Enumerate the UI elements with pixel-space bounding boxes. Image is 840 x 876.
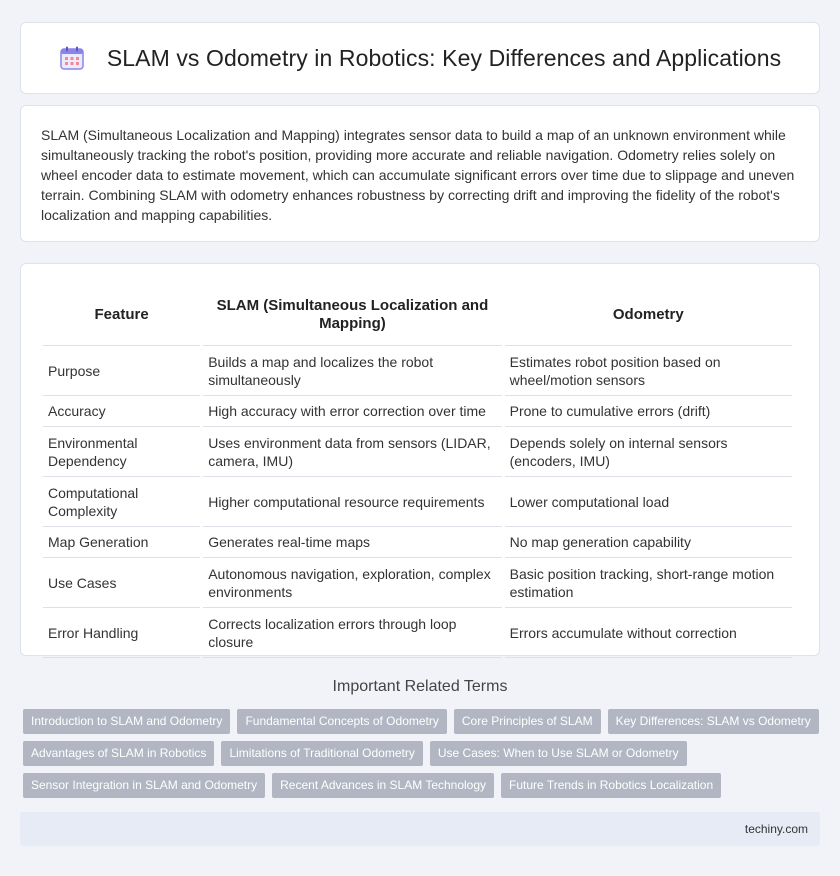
related-term-tag[interactable]: Advantages of SLAM in Robotics — [23, 741, 214, 766]
cell-feature: Purpose — [43, 346, 200, 396]
related-terms-heading: Important Related Terms — [332, 678, 508, 695]
related-term-tag[interactable]: Key Differences: SLAM vs Odometry — [608, 709, 819, 734]
table-row — [43, 608, 792, 658]
cell-odometry: Depends solely on internal sensors (encoders, IMU) — [505, 427, 792, 477]
related-term-tag[interactable]: Limitations of Traditional Odometry — [221, 741, 422, 766]
cell-slam: Corrects localization errors through loop closure — [203, 608, 501, 658]
cell-odometry: Estimates robot position based on wheel/motion sensors — [505, 346, 792, 396]
related-term-tag[interactable]: Fundamental Concepts of Odometry — [237, 709, 446, 734]
table-row — [43, 558, 792, 608]
cell-feature: Map Generation — [43, 527, 200, 558]
related-term-tag[interactable]: Core Principles of SLAM — [454, 709, 601, 734]
cell-slam: Uses environment data from sensors (LIDAR, camera, IMU) — [203, 427, 501, 477]
table-row — [43, 527, 792, 558]
cell-odometry: Basic position tracking, short-range motion estimation — [505, 558, 792, 608]
cell-odometry: No map generation capability — [505, 527, 792, 558]
table-row — [43, 396, 792, 427]
cell-slam: Generates real-time maps — [203, 527, 501, 558]
calendar-icon — [59, 45, 85, 71]
cell-feature: Accuracy — [43, 396, 200, 427]
table-header-row — [43, 284, 792, 346]
comparison-table-card — [20, 263, 820, 656]
related-term-tag[interactable]: Introduction to SLAM and Odometry — [23, 709, 230, 734]
cell-odometry: Errors accumulate without correction — [505, 608, 792, 658]
header-feature: Feature — [43, 284, 200, 346]
cell-feature: Environmental Dependency — [43, 427, 200, 477]
related-term-tag[interactable]: Future Trends in Robotics Localization — [501, 773, 721, 798]
cell-odometry: Lower computational load — [505, 477, 792, 527]
page-title: SLAM vs Odometry in Robotics: Key Differences and Applications — [106, 44, 782, 71]
cell-feature: Error Handling — [43, 608, 200, 658]
header-slam: SLAM (Simultaneous Localization and Mapping) — [203, 284, 501, 346]
intro-paragraph: SLAM (Simultaneous Localization and Mapping) integrates sensor data to build a map of an unknown environment while simultaneously tracking the robot's position, providing more accurate and reliable navigation. Odometry relies solely on wheel encoder data to estimate movement, which can accumulate significant errors over time due to slippage and uneven terrain. Combining SLAM with odometry enhances robustness by correcting drift and improving the fidelity of the robot's localization and mapping capabilities. — [41, 127, 795, 223]
cell-slam: Builds a map and localizes the robot simultaneously — [203, 346, 501, 396]
comparison-table — [40, 284, 795, 658]
footer-brand[interactable]: techiny.com — [744, 822, 808, 836]
cell-slam: Higher computational resource requirements — [203, 477, 501, 527]
cell-slam: High accuracy with error correction over time — [203, 396, 501, 427]
table-row — [43, 477, 792, 527]
related-term-tag[interactable]: Use Cases: When to Use SLAM or Odometry — [430, 741, 687, 766]
related-terms-list — [23, 709, 823, 805]
header-card — [20, 22, 820, 94]
footer — [20, 812, 820, 846]
table-row — [43, 346, 792, 396]
cell-odometry: Prone to cumulative errors (drift) — [505, 396, 792, 427]
cell-feature: Use Cases — [43, 558, 200, 608]
cell-feature: Computational Complexity — [43, 477, 200, 527]
cell-slam: Autonomous navigation, exploration, complex environments — [203, 558, 501, 608]
table-row — [43, 427, 792, 477]
related-term-tag[interactable]: Sensor Integration in SLAM and Odometry — [23, 773, 265, 798]
related-term-tag[interactable]: Recent Advances in SLAM Technology — [272, 773, 494, 798]
header-odometry: Odometry — [505, 284, 792, 346]
intro-card — [20, 105, 820, 242]
